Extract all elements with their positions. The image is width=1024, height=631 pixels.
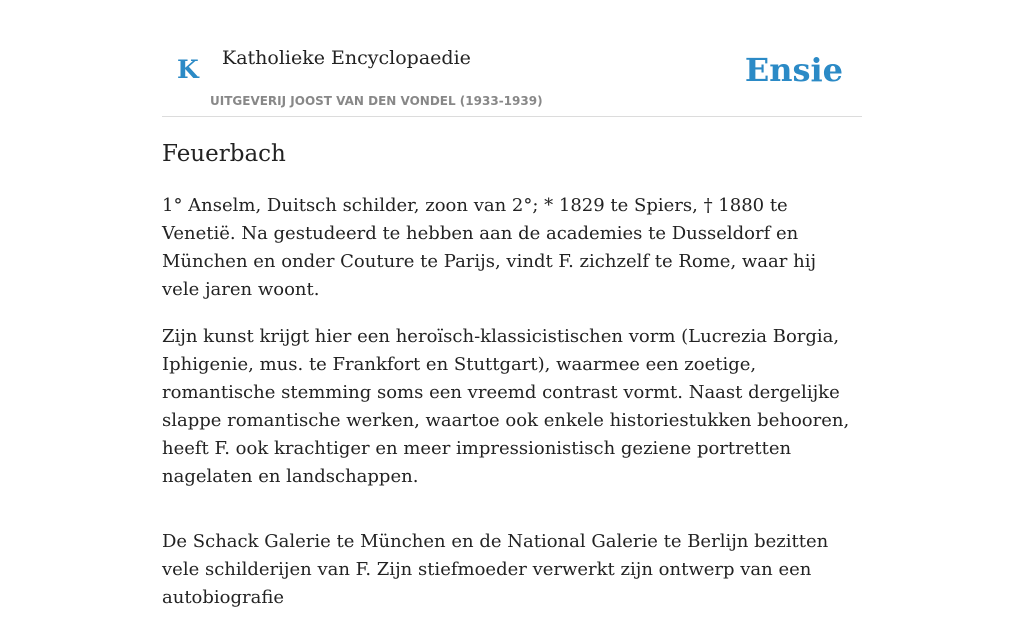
article-paragraph: De Schack Galerie te München en de National Galerie te Berlijn bezitten vele schilderijen van F. Zijn stiefmoeder verwerkt zijn ontwerp van een autobiografie xyxy=(162,531,829,608)
ensie-brand-link[interactable]: Ensie xyxy=(744,51,843,89)
publication-logo-icon[interactable]: K xyxy=(177,55,199,84)
article-title: Feuerbach xyxy=(162,141,286,167)
publication-subtitle: UITGEVERIJ JOOST VAN DEN VONDEL (1933-1939) xyxy=(210,94,543,108)
publication-title[interactable]: Katholieke Encyclopaedie xyxy=(222,47,471,69)
article-paragraph: 1° Anselm, Duitsch schilder, zoon van 2°; * 1829 te Spiers, † 1880 te Venetië. Na gestudeerd te hebben aan de academies te Dusseldorf en München en onder Couture te Parijs, vindt F. zichzelf te Rome, waar hij vele jaren woont. xyxy=(162,195,817,300)
article xyxy=(162,138,852,631)
site-header xyxy=(162,0,862,117)
article-paragraph: Zijn kunst krijgt hier een heroïsch-klassicistischen vorm (Lucrezia Borgia, Iphigenie, mus. te Frankfort en Stuttgart), waarmee een zoetige, romantische stemming soms een vreemd contrast vormt. Naast dergelijke slappe romantische werken, waartoe ook enkele historiestukken behooren, heeft F. ook krachtiger en meer impressionistisch geziene portretten nagelaten en landschappen. xyxy=(162,326,850,487)
